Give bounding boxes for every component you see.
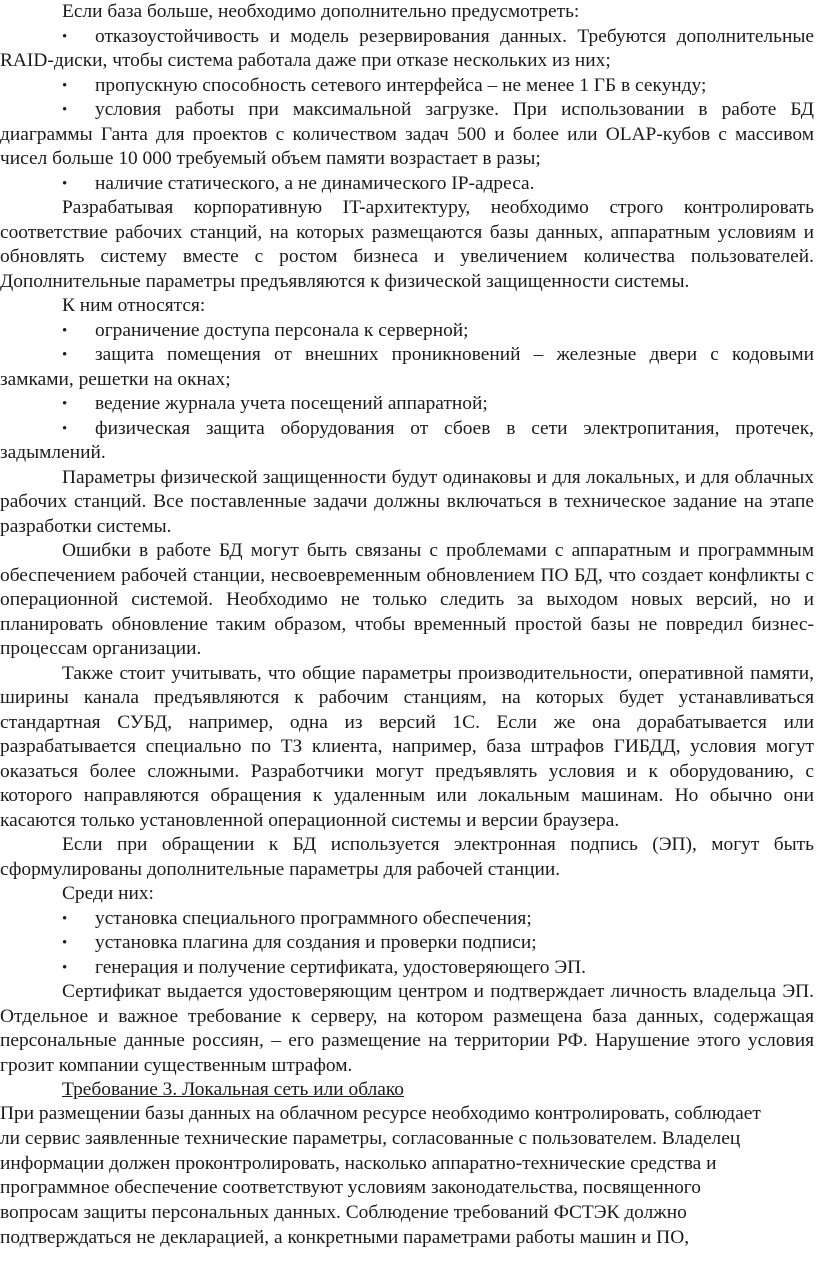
- text-line: программное обеспечение соответствуют условиям законодательства, посвященного: [0, 1177, 701, 1199]
- bullet-icon: •: [62, 28, 68, 45]
- paragraph-cloud: [0, 1102, 816, 1251]
- bullet-icon: •: [62, 77, 68, 94]
- paragraph-among: Среди них:: [62, 883, 154, 904]
- text-line: При размещении базы данных на облачном ресурсе необходимо контролировать, соблюдает: [0, 1103, 761, 1124]
- bullet-icon: •: [62, 420, 68, 437]
- list-item: [0, 74, 814, 99]
- list-item: [0, 319, 814, 344]
- list-item: [0, 25, 814, 74]
- paragraph-list-intro: К ним относятся:: [62, 295, 206, 316]
- paragraph-certificate: Сертификат выдается удостоверяющим центром и подтверждает личность владельца ЭП. Отдельное и важное требование к серверу, на котором размещена база данных, содержащая персональные данные россиян, – его размещение на территории РФ. Нарушение этого условия грозит компании существенным штрафом.: [0, 981, 814, 1076]
- list-item-text: наличие статического, а не динамического IP-адреса.: [95, 172, 535, 194]
- section-heading: Требование 3. Локальная сеть или облако: [62, 1079, 404, 1100]
- bullet-icon: •: [62, 175, 68, 192]
- list-item-text: установка плагина для создания и проверки подписи;: [95, 932, 537, 953]
- list-item-text: пропускную способность сетевого интерфейса – не менее 1 ГБ в секунду;: [95, 74, 707, 96]
- list-item: [0, 98, 814, 172]
- list-item-text: ведение журнала учета посещений аппаратной;: [95, 393, 488, 414]
- text-line: информации должен проконтролировать, насколько аппаратно-технические средства и: [0, 1152, 717, 1174]
- text-line: подтверждаться не декларацией, а конкретными параметрами работы машин и ПО,: [0, 1226, 690, 1248]
- list-item: [0, 907, 814, 932]
- bullet-icon: •: [62, 959, 68, 976]
- list-item-text: отказоустойчивость и модель резервирования данных. Требуются дополнительные RAID-диски, чтобы система работала даже при отказе нескольких из них;: [0, 25, 814, 71]
- list-item-text: установка специального программного обеспечения;: [95, 907, 532, 929]
- list-item-text: ограничение доступа персонала к серверной;: [95, 319, 469, 341]
- paragraph-errors: Ошибки в работе БД могут быть связаны с проблемами с аппаратным и программным обеспечением рабочей станции, несвоевременным обновлением ПО БД, что создает конфликты с операционной системой. Необходимо не только следить за выходом новых версий, но и планировать обновление таким образом, чтобы временный простой базы не повредил бизнес-процессам организации.: [0, 540, 814, 659]
- list-item: [0, 392, 814, 417]
- list-item: [0, 931, 814, 956]
- bullet-icon: •: [62, 322, 68, 339]
- bullet-icon: •: [62, 102, 68, 118]
- list-item: [0, 343, 814, 392]
- paragraph-physical: Параметры физической защищенности будут одинаковы и для локальных, и для облачных рабочих станций. Все поставленные задачи должны включаться в техническое задание на этапе разработки системы.: [0, 466, 814, 537]
- list-item: [0, 417, 814, 466]
- text-line: вопросам защиты персональных данных. Соблюдение требований ФСТЭК должно: [0, 1202, 687, 1224]
- paragraph-intro: Если база больше, необходимо дополнительно предусмотреть:: [62, 1, 580, 22]
- paragraph-parameters: Также стоит учитывать, что общие параметры производительности, оперативной памяти, ширины канала предъявляются к рабочим станциям, на которых будет устанавливаться стандартная СУБД, например, одна из версий 1С. Если же она дорабатывается или разрабатывается специально по ТЗ клиента, например, база штрафов ГИБДД, условия могут оказаться более сложными. Разработчики могут предъявлять условия и к оборудованию, с которого направляются обращения к удаленным или локальным машинам. Но обычно они касаются только установленной операционной системы и версии браузера.: [0, 662, 814, 831]
- list-item-text: условия работы при максимальной загрузке. При использовании в работе БД диаграммы Ганта для проектов с количеством задач 500 и более или OLAP-кубов с массивом чисел больше 10 000 требуемый объем памяти возрастает в разы;: [0, 99, 814, 169]
- bullet-icon: •: [62, 396, 68, 412]
- bullet-icon: •: [62, 910, 68, 927]
- bullet-icon: •: [62, 347, 68, 363]
- list-item: [0, 956, 814, 981]
- paragraph-signature: Если при обращении к БД используется электронная подпись (ЭП), могут быть сформулированы дополнительные параметры для рабочей станции.: [0, 834, 814, 880]
- list-item-text: физическая защита оборудования от сбоев в сети электропитания, протечек, задымлений.: [0, 417, 814, 463]
- list-item: [0, 172, 814, 197]
- list-item-text: защита помещения от внешних проникновений – железные двери с кодовыми замками, решетки на окнах;: [0, 344, 814, 390]
- bullet-icon: •: [62, 935, 68, 951]
- paragraph-architecture: Разрабатывая корпоративную IT-архитектуру, необходимо строго контролировать соответствие рабочих станций, на которых размещаются базы данных, аппаратным условиям и обновлять систему вместе с ростом бизнеса и увеличением количества пользователей. Дополнительные параметры предъявляются к физической защищенности системы.: [0, 197, 814, 292]
- list-item-text: генерация и получение сертификата, удостоверяющего ЭП.: [95, 956, 587, 978]
- text-line: ли сервис заявленные технические параметры, согласованные с пользователем. Владелец: [0, 1127, 741, 1149]
